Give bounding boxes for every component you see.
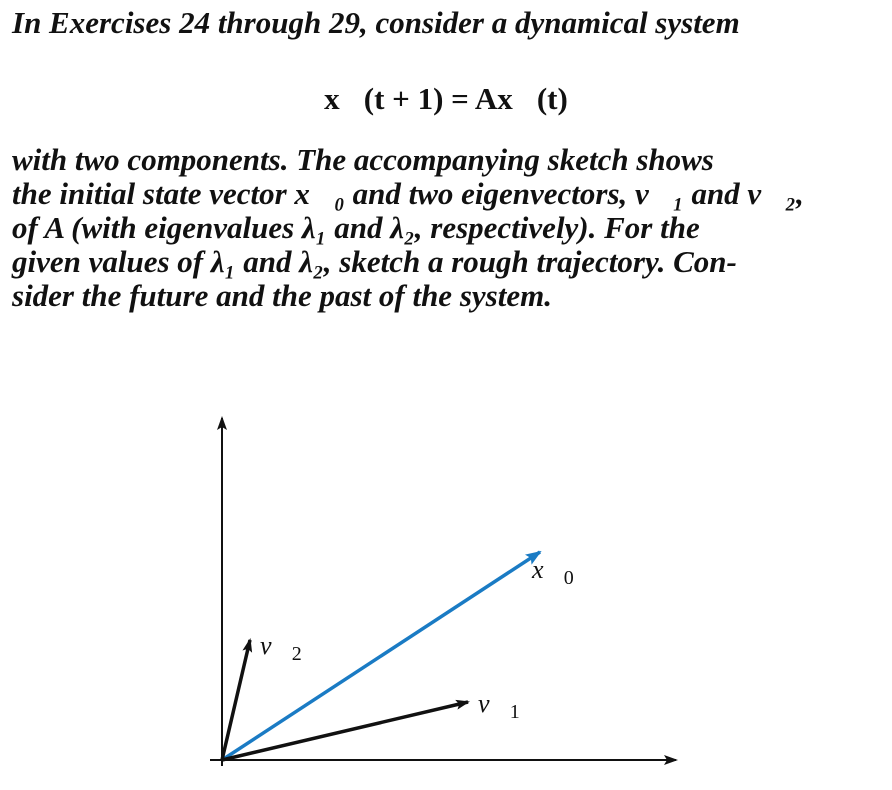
paragraph-line-1: with two components. The accompanying sketch shows — [12, 142, 714, 177]
v2-label: $v⃗_2$ — [260, 631, 302, 665]
paragraph-line-3: of A (with eigenvalues λ₁ and λ₂, respectively). For the — [12, 210, 700, 245]
paragraph-line-5: sider the future and the past of the system. — [12, 278, 552, 313]
equation-text: x⃗(t + 1) = Ax⃗(t) — [324, 81, 568, 116]
v1-vector — [222, 702, 468, 760]
paragraph-line-2: the initial state vector x⃗₀ and two eigenvectors, v⃗₁ and v⃗₂, — [12, 176, 804, 211]
x0-label: $x⃗_0$ — [532, 555, 574, 589]
paragraph-line-4: given values of λ₁ and λ₂, sketch a rough trajectory. Con- — [12, 244, 737, 279]
intro-line-1: In Exercises 24 through 29, consider a dynamical system — [12, 5, 740, 40]
v1-label: $v⃗_1$ — [478, 689, 520, 723]
v2-vector — [222, 640, 250, 760]
